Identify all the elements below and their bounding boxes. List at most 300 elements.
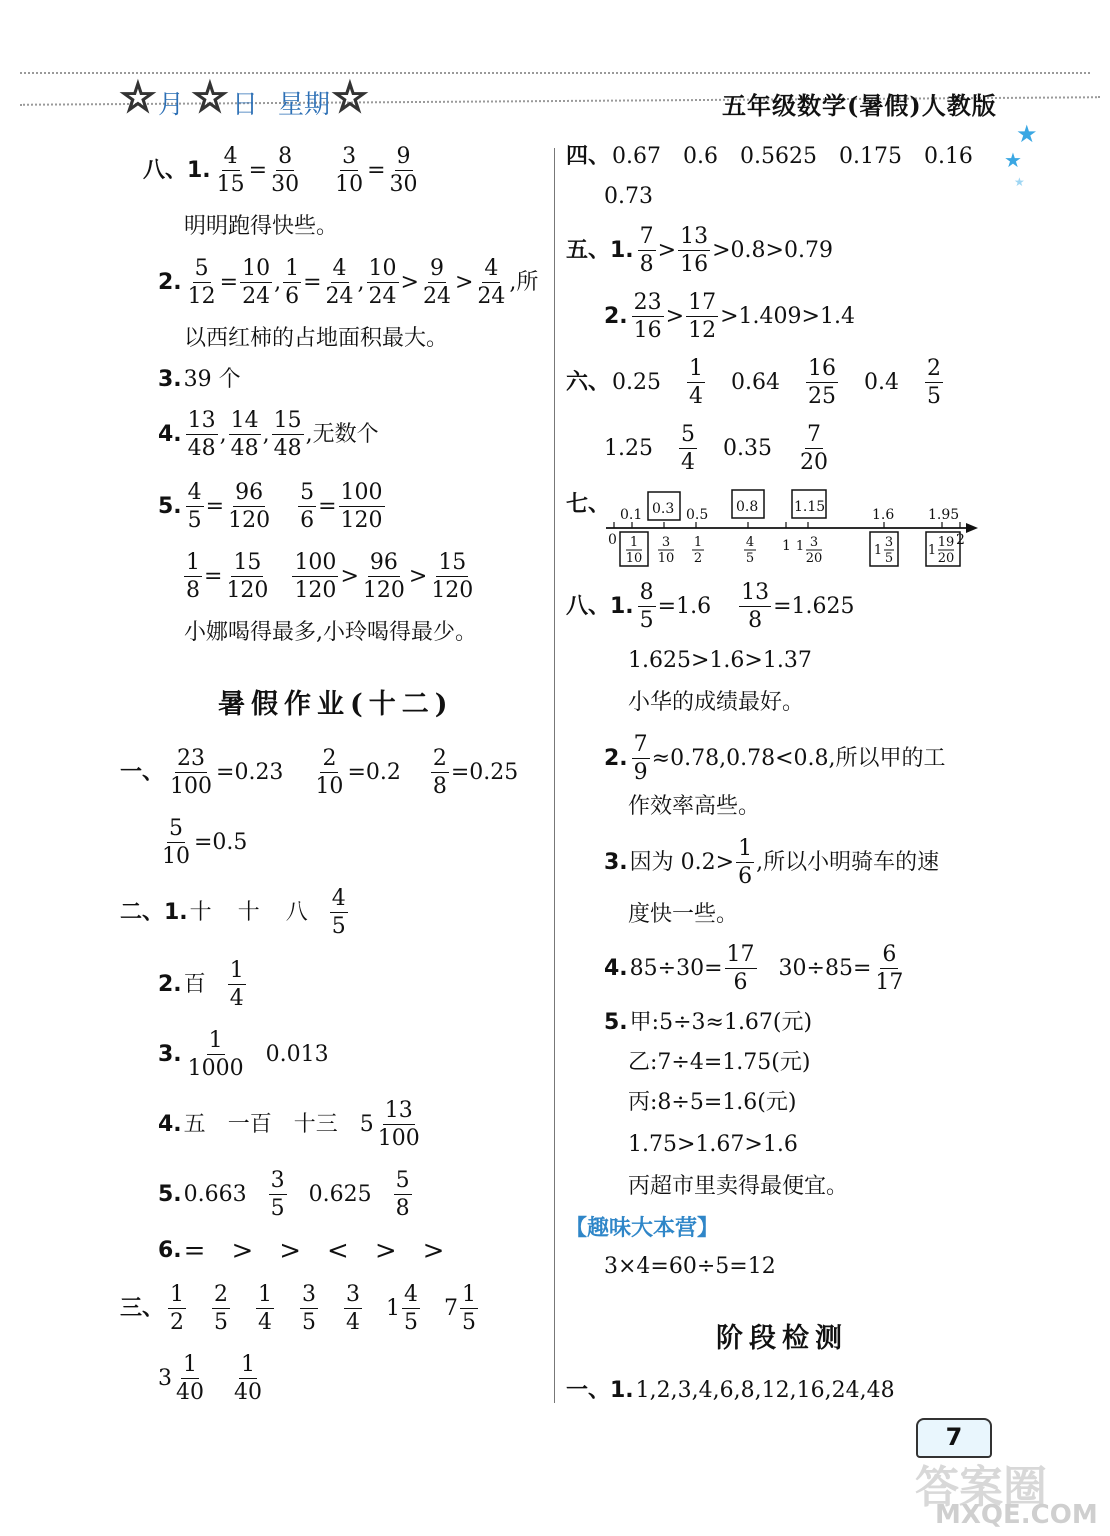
left-q8-line5 (158, 369, 241, 391)
watermark-logo: 答案圈 (915, 1462, 1047, 1513)
left-q2-line1 (120, 888, 350, 938)
right-q8-line6 (604, 838, 939, 888)
answer-text: 0.4 (863, 370, 899, 395)
fraction (229, 410, 261, 460)
numerator: 9 (396, 144, 411, 169)
answer-text: = (205, 494, 225, 519)
fraction (333, 146, 365, 196)
numerator: 17 (726, 942, 755, 967)
answer-text: 5 (359, 1112, 374, 1137)
answer-text: ≈0.78,0.78<0.8,所以甲的工 (651, 746, 946, 771)
column-divider (554, 148, 555, 1403)
numerator: 1 (689, 356, 703, 381)
nl-zero: 0 (608, 532, 617, 548)
nl-top-label: 1.15 (794, 499, 826, 515)
numerator: 1 (183, 1352, 197, 1377)
numerator: 4 (331, 886, 346, 911)
answer-text: > (408, 564, 428, 589)
denominator: 6 (285, 284, 300, 309)
fraction (638, 226, 656, 276)
numerator: 23 (633, 290, 662, 315)
answer-text: = > > < > > (183, 1236, 445, 1266)
answer-text: 1,2,3,4,6,8,12,16,24,48 (635, 1378, 895, 1403)
denominator: 100 (170, 774, 213, 799)
nl-frac-den: 2 (693, 551, 703, 566)
nl-frac-den: 20 (805, 551, 823, 566)
denominator: 10 (335, 172, 364, 197)
left-q2-line4 (158, 1100, 424, 1150)
left-q8-line8 (182, 552, 477, 602)
fraction (402, 1284, 420, 1334)
answer-text: 30÷85= (778, 956, 872, 981)
answer-text: >1.409>1.4 (720, 304, 855, 329)
answer-text: > (400, 270, 419, 295)
nl-one: 1 (782, 538, 791, 554)
question-label: 4. (158, 1112, 182, 1137)
nl-frac-den: 20 (937, 551, 955, 566)
denominator: 2 (170, 1310, 185, 1335)
fraction (269, 146, 301, 196)
left-q1-line2 (158, 818, 247, 868)
numerator: 3 (342, 144, 357, 169)
numerator: 4 (332, 256, 347, 281)
left-q1-line1 (120, 748, 518, 798)
numerator: 100 (340, 480, 383, 505)
numerator: 1 (738, 836, 753, 861)
numerator: 8 (639, 580, 654, 605)
fraction (678, 226, 710, 276)
nl-top-label: 0.5 (686, 507, 709, 523)
denominator: 15 (216, 172, 245, 197)
fraction (240, 258, 272, 308)
numerator: 10 (242, 256, 271, 281)
numerator: 2 (926, 356, 941, 381)
denominator: 5 (926, 384, 941, 409)
question-label: 四、 (566, 144, 611, 169)
answer-text: = (367, 158, 386, 183)
fraction (174, 1354, 206, 1404)
numerator: 13 (741, 580, 770, 605)
fraction (339, 482, 385, 532)
numerator: 4 (484, 256, 499, 281)
answer-text: 十三 (293, 1112, 338, 1137)
stage-title: 阶段检测 (716, 1323, 848, 1354)
answer-text: =0.2 (347, 760, 401, 785)
question-label: 3. (604, 850, 628, 875)
answer-text: 百 (183, 972, 206, 997)
fraction (168, 1284, 186, 1334)
denominator: 24 (422, 284, 451, 309)
denominator: 4 (680, 450, 695, 475)
numerator: 96 (235, 480, 264, 505)
answer-text: 0.35 (722, 436, 772, 461)
answer-text: 五 (183, 1112, 206, 1137)
numerator: 3 (346, 1282, 361, 1307)
right-q6-line2 (604, 424, 832, 474)
right-q4-line1 (566, 146, 973, 168)
answer-text: = (318, 494, 337, 519)
answer-text: 0.25 (612, 370, 661, 395)
fraction (256, 1284, 274, 1334)
numerator: 1 (229, 958, 244, 983)
page-number: 7 (916, 1418, 992, 1458)
right-q8-line3: 小华的成绩最好。 (628, 690, 805, 715)
fraction (160, 818, 192, 868)
fraction (168, 748, 214, 798)
question-label: 五、1. (566, 238, 634, 263)
left-q3-line2 (158, 1354, 266, 1404)
numerator: 3 (270, 1168, 285, 1193)
answer-text: 7 (444, 1296, 459, 1321)
question-label: 5. (158, 1182, 182, 1207)
answer-text: =1.625 (773, 594, 855, 619)
nl-two: 2 (956, 532, 965, 548)
fraction (226, 482, 272, 532)
answer-text: > (340, 564, 359, 589)
fraction (300, 1284, 318, 1334)
denominator: 30 (271, 172, 300, 197)
denominator: 24 (325, 284, 354, 309)
answer-text: =1.6 (657, 594, 712, 619)
left-q8-line9: 小娜喝得最多,小玲喝得最少。 (184, 620, 477, 645)
denominator: 8 (432, 774, 447, 799)
answer-text: 0.64 (731, 370, 780, 395)
denominator: 24 (242, 284, 271, 309)
answer-text: , (357, 270, 365, 295)
answer-text: =0.5 (194, 830, 248, 855)
star-icon: ★ (1016, 120, 1038, 148)
star-icon: ★ (1014, 175, 1025, 189)
numerator: 8 (278, 144, 293, 169)
fun-answer: 3×4=60÷5=12 (604, 1254, 776, 1279)
answer-text: 85÷30= (629, 956, 723, 981)
numerator: 1 (258, 1282, 273, 1307)
star-icon: ☆ (120, 75, 156, 121)
nl-frac-den: 5 (745, 551, 755, 566)
fraction (344, 1284, 362, 1334)
nl-frac-den: 10 (625, 551, 643, 566)
fraction (232, 1354, 264, 1404)
fraction (215, 146, 247, 196)
left-q8-line7 (158, 482, 387, 532)
answer-text: 0.67 0.6 0.5625 0.175 0.16 (612, 144, 973, 169)
fraction (186, 410, 218, 460)
fraction (388, 146, 420, 196)
answer-text: 1 (386, 1296, 401, 1321)
answer-text: >0.8>0.79 (712, 238, 833, 263)
right-q8-line2: 1.625>1.6>1.37 (628, 648, 812, 673)
denominator: 120 (228, 508, 271, 533)
numerator: 7 (633, 732, 648, 757)
fraction (186, 1030, 246, 1080)
left-q2-line6 (158, 1238, 444, 1264)
answer-text: 十 (189, 900, 212, 925)
numerator: 1 (241, 1352, 255, 1377)
fraction (228, 960, 246, 1010)
fraction (313, 748, 345, 798)
denominator: 1000 (187, 1056, 244, 1081)
nl-frac-den: 10 (657, 551, 675, 566)
right-q8-line5: 作效率高些。 (628, 794, 761, 819)
nl-frac-num: 19 (937, 535, 955, 550)
denominator: 100 (377, 1126, 420, 1151)
left-q8-line4: 以西红柿的占地面积最大。 (184, 326, 449, 351)
numerator: 5 (194, 256, 209, 281)
right-q6-line1 (566, 358, 945, 408)
numerator: 2 (214, 1282, 229, 1307)
fraction (431, 748, 449, 798)
star-icon: ★ (1004, 148, 1022, 172)
nl-top-label: 0.1 (620, 507, 643, 523)
fraction (269, 1170, 287, 1220)
denominator: 17 (875, 970, 904, 995)
denominator: 10 (315, 774, 344, 799)
nl-whole: 1 (927, 543, 937, 558)
answer-text: 甲:5÷3≈1.67(元) (629, 1010, 813, 1035)
fraction (361, 552, 407, 602)
question-label: 八、1. (143, 158, 211, 183)
fraction (475, 258, 507, 308)
question-label: 3. (158, 1042, 182, 1067)
right-q8-line13: 丙超市里卖得最便宜。 (628, 1174, 849, 1199)
denominator: 8 (639, 252, 654, 277)
month-label: 月 (158, 90, 185, 120)
nl-frac-num: 3 (809, 535, 819, 550)
denominator: 16 (680, 252, 709, 277)
left-q8-line2: 明明跑得快些。 (184, 214, 339, 239)
denominator: 40 (176, 1380, 204, 1405)
answer-text: > (454, 270, 474, 295)
numerator: 15 (233, 550, 262, 575)
left-q8-line3 (158, 258, 538, 308)
numerator: 23 (177, 746, 206, 771)
fraction (632, 292, 664, 342)
nl-frac-num: 1 (693, 535, 703, 550)
question-label: 2. (158, 270, 182, 295)
numerator: 10 (368, 256, 397, 281)
denominator: 8 (748, 608, 763, 633)
denominator: 9 (633, 760, 648, 785)
numerator: 9 (429, 256, 444, 281)
watermark-url: MXQE.COM (935, 1500, 1098, 1530)
header-dotted-line (20, 72, 1090, 74)
answer-text: = (303, 270, 322, 295)
numerator: 13 (187, 408, 216, 433)
numerator: 1 (462, 1282, 477, 1307)
answer-text: 0.663 (183, 1182, 247, 1207)
fraction (873, 944, 905, 994)
fraction (224, 552, 270, 602)
numerator: 2 (432, 746, 447, 771)
numerator: 4 (223, 144, 238, 169)
answer-text: = (219, 270, 239, 295)
fraction (798, 424, 830, 474)
denominator: 120 (294, 578, 337, 603)
left-q2-line2 (158, 960, 248, 1010)
denominator: 5 (270, 1196, 285, 1221)
answer-text: = (248, 158, 268, 183)
right-q8-line11: 丙:8÷5=1.6(元) (628, 1090, 797, 1115)
numerator: 7 (806, 422, 821, 447)
numerator: 5 (395, 1168, 410, 1193)
question-label: 六、 (566, 370, 611, 395)
numerator: 3 (302, 1282, 317, 1307)
weekday-label: 星期 (278, 90, 331, 120)
denominator: 25 (807, 384, 836, 409)
right-q8-line10: 乙:7÷4=1.75(元) (628, 1050, 811, 1075)
answer-text: 0.013 (265, 1042, 329, 1067)
denominator: 20 (799, 450, 828, 475)
denominator: 30 (389, 172, 418, 197)
fraction (324, 258, 356, 308)
fraction (686, 292, 718, 342)
nl-frac-num: 4 (745, 535, 755, 550)
numerator: 13 (384, 1098, 413, 1123)
nl-whole: 1 (873, 543, 883, 558)
denominator: 5 (331, 914, 346, 939)
numerator: 100 (294, 550, 337, 575)
numerator: 5 (300, 480, 315, 505)
fraction (806, 358, 838, 408)
left-q8-line6 (158, 410, 379, 460)
left-q8-line1 (143, 146, 422, 196)
fraction (292, 552, 338, 602)
numerator: 1 (285, 256, 300, 281)
nl-top-label: 0.3 (652, 501, 675, 517)
right-stage-q1 (566, 1380, 895, 1402)
answer-text: 八 (285, 900, 308, 925)
denominator: 8 (395, 1196, 410, 1221)
question-label: 一、1. (566, 1378, 634, 1403)
nl-frac-num: 1 (629, 535, 639, 550)
answer-text: , (219, 422, 227, 447)
question-label: 一、 (120, 760, 165, 785)
denominator: 5 (214, 1310, 229, 1335)
numerator: 5 (680, 422, 695, 447)
denominator: 4 (346, 1310, 361, 1335)
denominator: 5 (302, 1310, 317, 1335)
right-q8-line7: 度快一些。 (628, 902, 739, 927)
question-label: 八、1. (566, 594, 634, 619)
answer-text: ,无数个 (305, 422, 379, 447)
denominator: 8 (186, 578, 200, 603)
fraction (925, 358, 943, 408)
nl-top-label: 1.95 (928, 507, 960, 523)
question-label: 七、 (566, 492, 611, 517)
answer-text: 0.625 (308, 1182, 372, 1207)
number-line (600, 486, 985, 570)
nl-whole: 1 (795, 539, 805, 554)
question-label: 2. (604, 746, 628, 771)
denominator: 24 (368, 284, 397, 309)
question-label: 2. (158, 972, 182, 997)
left-q2-line5 (158, 1170, 414, 1220)
numerator: 1 (170, 1282, 185, 1307)
answer-text: , (274, 270, 282, 295)
denominator: 120 (431, 578, 474, 603)
fraction (638, 582, 656, 632)
numerator: 96 (369, 550, 398, 575)
fraction (212, 1284, 230, 1334)
answer-text: , (262, 422, 270, 447)
numerator: 16 (807, 356, 836, 381)
nl-frac-num: 3 (661, 535, 671, 550)
fraction (421, 258, 453, 308)
numerator: 4 (187, 480, 202, 505)
numerator: 15 (273, 408, 302, 433)
section-title: 暑假作业(十二) (218, 689, 454, 720)
denominator: 12 (688, 318, 717, 343)
answer-text: 一百 (227, 1112, 272, 1137)
fraction (283, 258, 301, 308)
answer-text: > (657, 238, 677, 263)
numerator: 4 (404, 1282, 419, 1307)
denominator: 4 (689, 384, 703, 409)
denominator: 6 (300, 508, 315, 533)
denominator: 4 (258, 1310, 273, 1335)
denominator: 12 (187, 284, 216, 309)
denominator: 4 (229, 986, 244, 1011)
answer-text: ,所以小明骑车的速 (756, 850, 940, 875)
fraction (186, 258, 218, 308)
denominator: 48 (273, 436, 302, 461)
question-label: 5. (158, 494, 182, 519)
answer-text: =0.23 (216, 760, 284, 785)
answer-text: =0.25 (450, 760, 519, 785)
nl-top-label: 1.6 (872, 507, 895, 523)
fraction (184, 552, 202, 602)
numerator: 7 (639, 224, 654, 249)
right-q8-line8 (604, 944, 907, 994)
question-label: 三、 (120, 1296, 165, 1321)
denominator: 120 (362, 578, 405, 603)
numerator: 1 (186, 550, 200, 575)
star-icon: ☆ (192, 75, 228, 121)
numerator: 5 (169, 816, 183, 841)
denominator: 5 (639, 608, 654, 633)
denominator: 120 (226, 578, 269, 603)
right-q8-line9 (604, 1012, 812, 1034)
denominator: 5 (187, 508, 202, 533)
answer-text: 1.25 (604, 436, 653, 461)
answer-text: ,所 (509, 270, 539, 295)
question-label: 4. (604, 956, 628, 981)
fraction (186, 482, 204, 532)
right-q8-line1 (566, 582, 855, 632)
fraction (376, 1100, 422, 1150)
right-q4-line2: 0.73 (604, 184, 653, 209)
day-label: 日 (232, 90, 259, 120)
numerator: 17 (688, 290, 717, 315)
fraction (367, 258, 399, 308)
book-title: 五年级数学(暑假)人教版 (722, 91, 997, 120)
right-q5-line2 (604, 292, 855, 342)
denominator: 120 (340, 508, 383, 533)
numerator: 15 (438, 550, 467, 575)
answer-text: 因为 0.2> (629, 850, 735, 875)
denominator: 6 (733, 970, 748, 995)
answer-text: 十 (237, 900, 260, 925)
fraction (460, 1284, 478, 1334)
question-label: 2. (604, 304, 628, 329)
right-q8-line4 (604, 734, 945, 784)
numerator: 1 (208, 1028, 223, 1053)
fraction (298, 482, 316, 532)
answer-text: = (204, 564, 223, 589)
denominator: 24 (477, 284, 506, 309)
right-q5-line1 (566, 226, 833, 276)
numerator: 6 (882, 942, 897, 967)
